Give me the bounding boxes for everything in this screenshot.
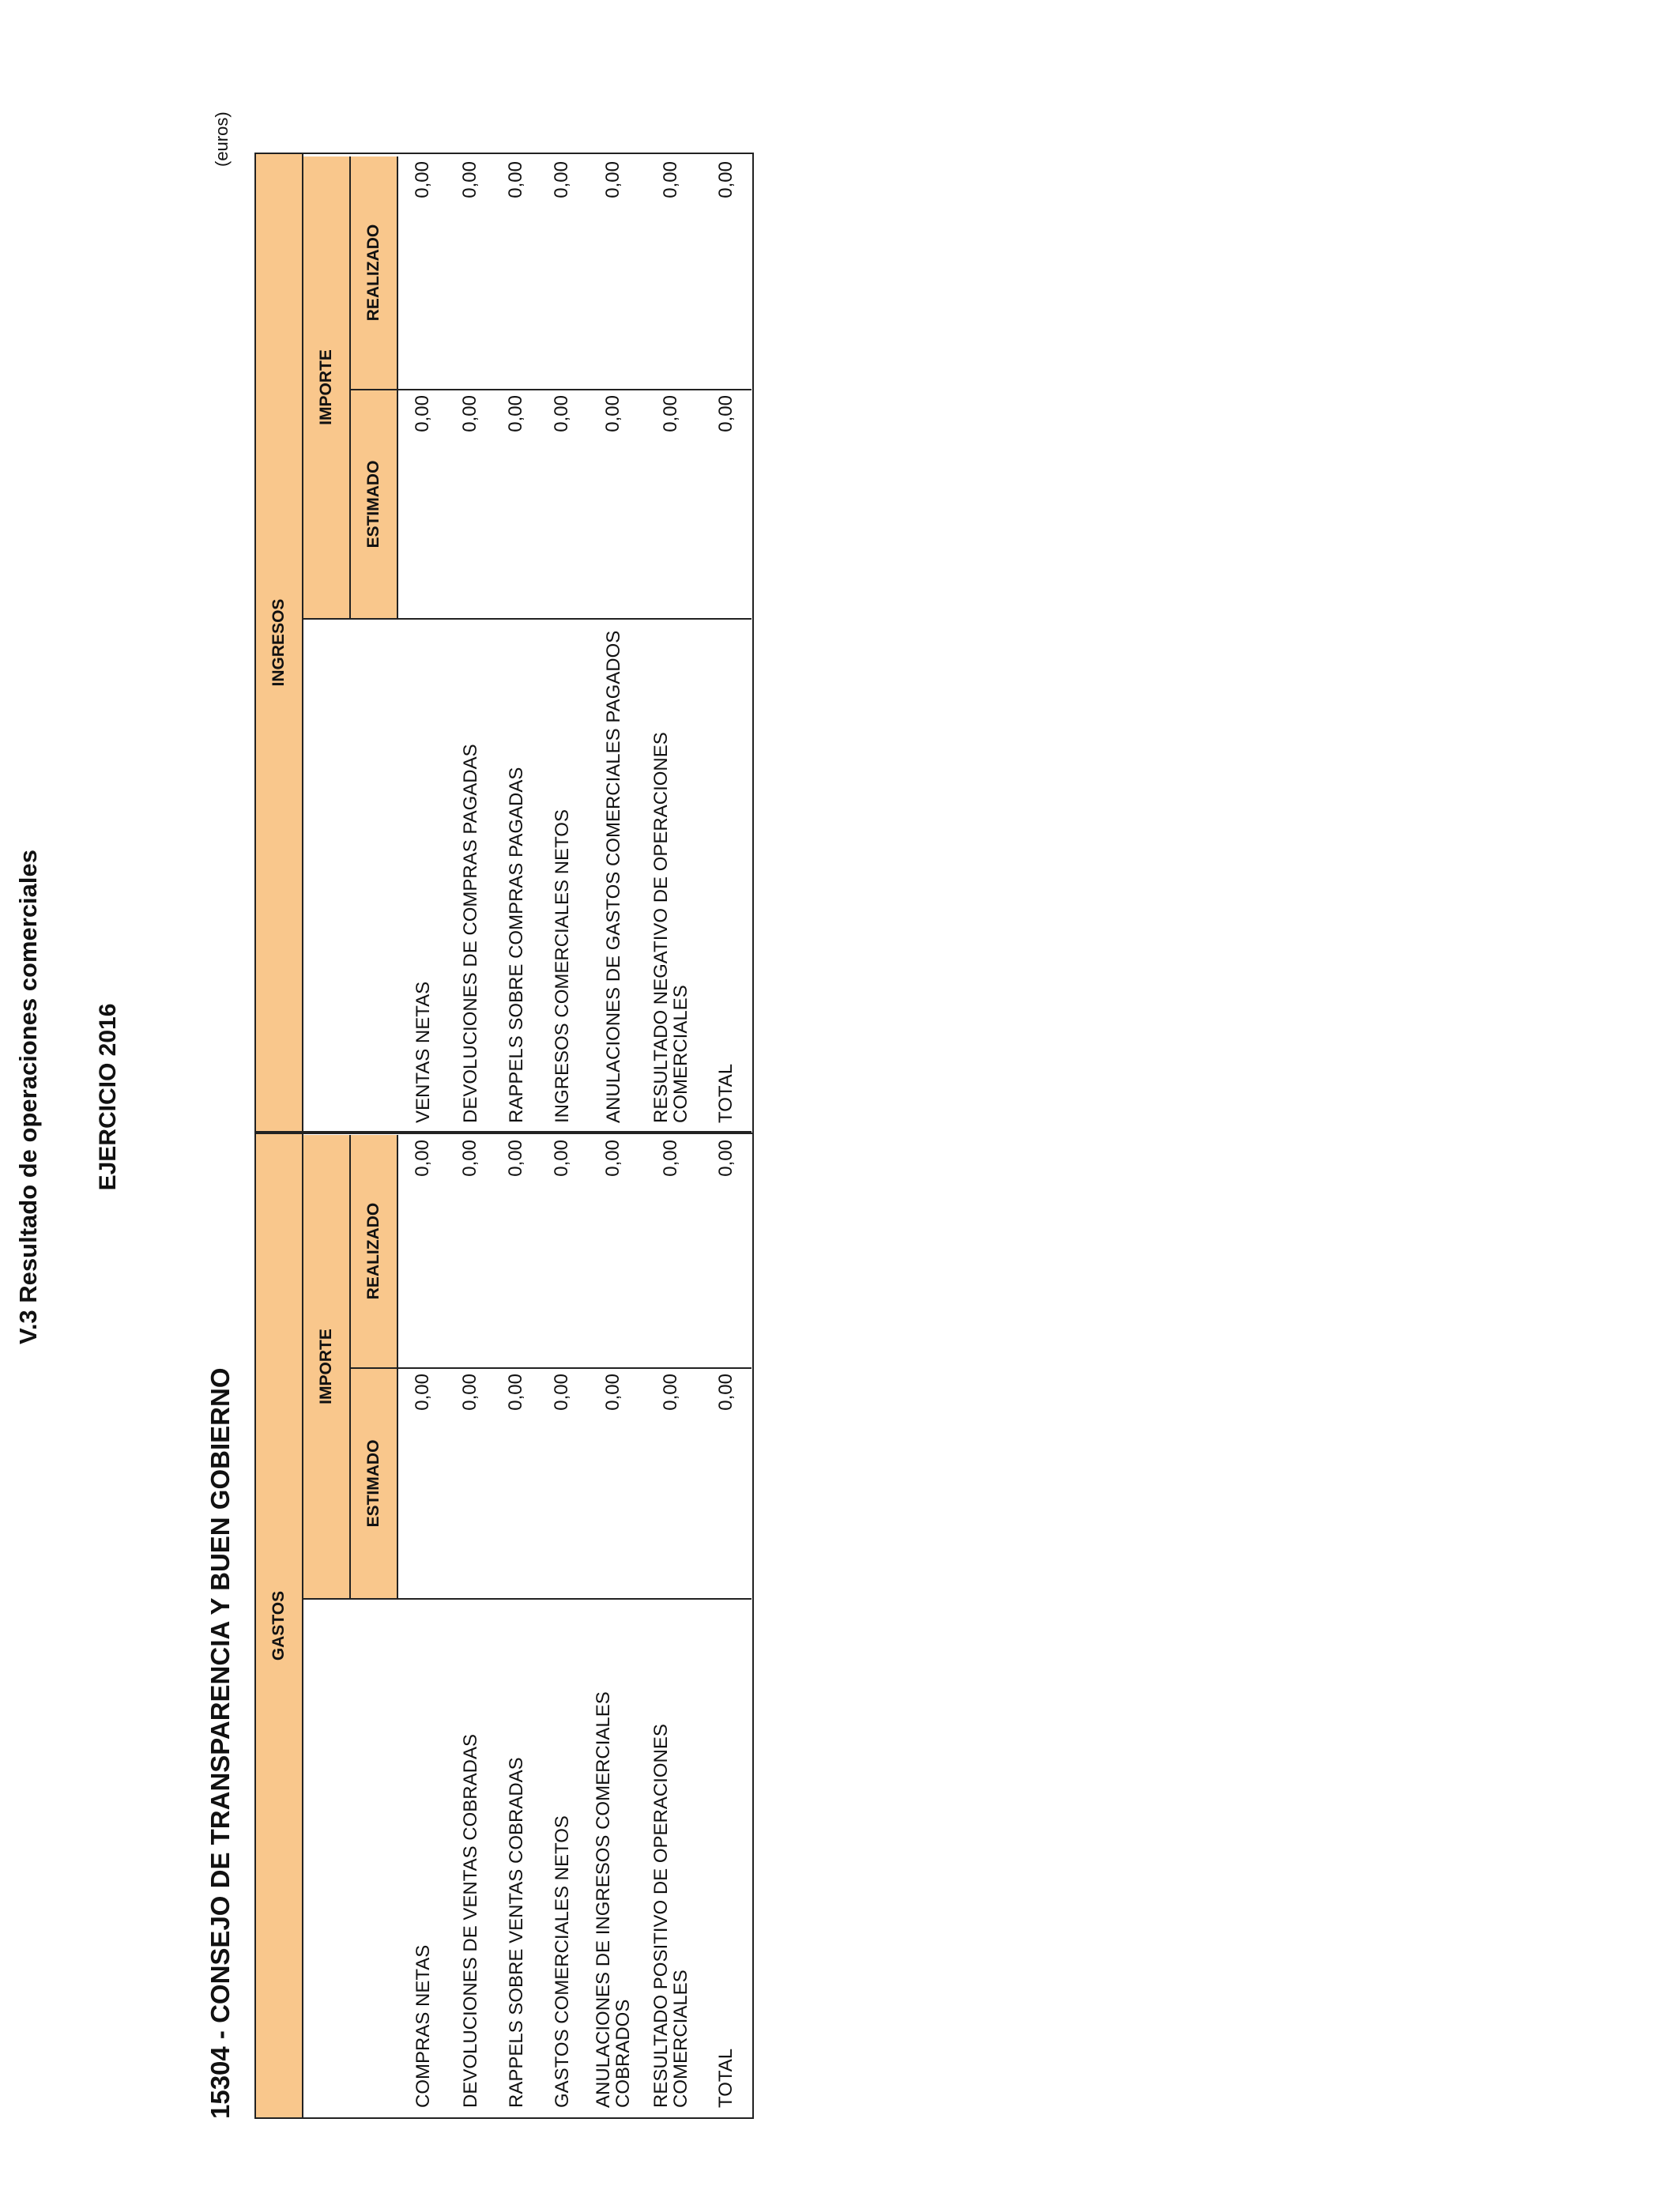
row-realizado-value: 0,00 <box>714 161 736 198</box>
row-estimado-value: 0,00 <box>602 1374 623 1411</box>
row-concept: DEVOLUCIONES DE VENTAS COBRADAS <box>459 1734 481 2108</box>
row-realizado-value: 0,00 <box>459 161 480 198</box>
row-estimado-value: 0,00 <box>459 395 480 432</box>
row-estimado-value: 0,00 <box>505 395 526 432</box>
row-realizado-value: 0,00 <box>660 161 681 198</box>
row-realizado-value: 0,00 <box>551 161 572 198</box>
gastos-realizado-header: REALIZADO <box>351 1135 398 1369</box>
row-realizado-value: 0,00 <box>602 161 623 198</box>
row-concept: ANULACIONES DE INGRESOS COMERCIALES COBRADOS <box>593 1691 634 2108</box>
gastos-importe-header: IMPORTE <box>303 1135 351 1600</box>
entity-title: 15304 - CONSEJO DE TRANSPARENCIA Y BUEN GOBIERNO <box>205 1367 235 2119</box>
row-realizado-value: 0,00 <box>714 1140 736 1177</box>
gastos-table <box>254 1133 754 2119</box>
ingresos-realizado-header: REALIZADO <box>351 156 398 390</box>
row-concept: DEVOLUCIONES DE COMPRAS PAGADAS <box>459 744 481 1123</box>
row-estimado-value: 0,00 <box>459 1374 480 1411</box>
section-title: V.3 Resultado de operaciones comerciales <box>14 849 42 1345</box>
row-realizado-value: 0,00 <box>551 1140 572 1177</box>
row-concept: RAPPELS SOBRE VENTAS COBRADAS <box>505 1757 527 2108</box>
row-concept: RESULTADO NEGATIVO DE OPERACIONES COMERCIALES <box>650 732 691 1123</box>
row-concept: GASTOS COMERCIALES NETOS <box>551 1815 573 2108</box>
row-realizado-value: 0,00 <box>602 1140 623 1177</box>
ingresos-estimado-header: ESTIMADO <box>351 390 398 620</box>
units-label: (euros) <box>212 111 232 167</box>
ingresos-importe-header: IMPORTE <box>303 156 351 620</box>
row-estimado-value: 0,00 <box>551 1374 572 1411</box>
gastos-header: GASTOS <box>256 1134 303 2117</box>
row-estimado-value: 0,00 <box>505 1374 526 1411</box>
row-realizado-value: 0,00 <box>459 1140 480 1177</box>
row-concept: ANULACIONES DE GASTOS COMERCIALES PAGADOS <box>602 630 624 1123</box>
row-estimado-value: 0,00 <box>660 395 681 432</box>
row-estimado-value: 0,00 <box>412 395 433 432</box>
row-estimado-value: 0,00 <box>602 395 623 432</box>
row-concept: TOTAL <box>715 1063 736 1123</box>
fiscal-year-title: EJERCICIO 2016 <box>95 1003 121 1191</box>
row-realizado-value: 0,00 <box>505 161 526 198</box>
row-realizado-value: 0,00 <box>505 1140 526 1177</box>
row-concept: RESULTADO POSITIVO DE OPERACIONES COMERCIALES <box>650 1724 691 2108</box>
row-estimado-value: 0,00 <box>551 395 572 432</box>
row-concept: RAPPELS SOBRE COMPRAS PAGADAS <box>505 767 527 1123</box>
row-concept: INGRESOS COMERCIALES NETOS <box>551 809 573 1123</box>
ingresos-header: INGRESOS <box>256 154 303 1133</box>
row-concept: TOTAL <box>715 2048 736 2108</box>
gastos-estimado-header: ESTIMADO <box>351 1369 398 1600</box>
row-concept: VENTAS NETAS <box>412 981 434 1123</box>
row-concept: COMPRAS NETAS <box>412 1944 434 2108</box>
row-realizado-value: 0,00 <box>660 1140 681 1177</box>
row-realizado-value: 0,00 <box>412 1140 433 1177</box>
row-estimado-value: 0,00 <box>714 395 736 432</box>
row-realizado-value: 0,00 <box>412 161 433 198</box>
row-estimado-value: 0,00 <box>660 1374 681 1411</box>
row-estimado-value: 0,00 <box>412 1374 433 1411</box>
row-estimado-value: 0,00 <box>714 1374 736 1411</box>
ingresos-table <box>254 153 754 1133</box>
